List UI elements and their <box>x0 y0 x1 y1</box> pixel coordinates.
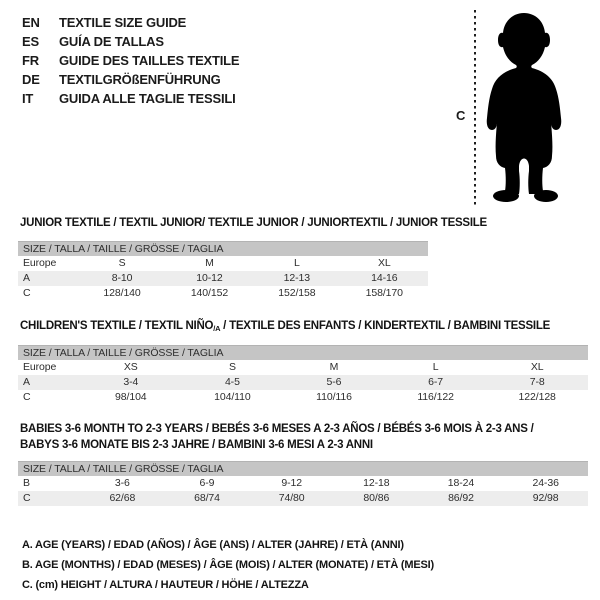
value-cell: 110/116 <box>316 391 352 403</box>
value-cell: 6-9 <box>199 477 215 489</box>
language-row <box>22 89 239 108</box>
value-cell: 152/158 <box>278 287 316 299</box>
language-code: EN <box>22 15 40 30</box>
children-table <box>18 360 588 405</box>
language-code: ES <box>22 34 39 49</box>
value-cell: 9-12 <box>281 477 302 489</box>
junior-table <box>18 256 428 301</box>
table-row <box>18 271 428 286</box>
value-cell: 3-4 <box>80 375 182 390</box>
value-cell: 12-13 <box>253 271 340 286</box>
value-cell: 10-12 <box>166 271 253 286</box>
row-label-cell: B <box>23 477 30 489</box>
value-cell: 6-7 <box>385 375 487 390</box>
value-cell: 18-24 <box>447 477 475 489</box>
table-row <box>18 476 588 491</box>
value-cell: 92/98 <box>503 491 588 506</box>
size-header-bar: SIZE / TALLA / TAILLE / GRÖSSE / TAGLIA <box>18 241 428 256</box>
value-cell: XL <box>530 361 544 373</box>
value-cell: 128/140 <box>103 287 141 299</box>
language-code: IT <box>22 91 34 106</box>
junior-size-table <box>18 241 428 301</box>
language-title: GUIDE DES TAILLES TEXTILE <box>59 53 240 68</box>
babies-size-table <box>18 461 588 506</box>
babies-table <box>18 476 588 506</box>
language-row <box>22 32 239 51</box>
value-cell: S <box>118 257 126 269</box>
children-size-table <box>18 345 588 405</box>
section-title-babies <box>20 421 534 453</box>
row-label-cell: C <box>23 287 31 299</box>
height-measure-label: C <box>456 108 466 123</box>
section-title-text: CHILDREN'S TEXTILE / TEXTIL NIÑO <box>20 320 214 332</box>
value-cell: 122/128 <box>518 391 556 403</box>
value-cell: M <box>329 361 339 373</box>
value-cell: 12-18 <box>363 477 390 489</box>
footnote-a: A. AGE (YEARS) / EDAD (AÑOS) / ÂGE (ANS) / ALTER (JAHRE) / ETÀ (ANNI) <box>22 539 404 551</box>
value-cell: 98/104 <box>115 391 147 403</box>
row-label-cell: Europe <box>23 257 57 269</box>
table-row <box>18 375 588 390</box>
language-row <box>22 13 239 32</box>
size-header-bar: SIZE / TALLA / TAILLE / GRÖSSE / TAGLIA <box>18 461 588 476</box>
table-row <box>18 286 428 301</box>
section-title-line1: BABIES 3-6 MONTH TO 2-3 YEARS / BEBÉS 3-6 MESES A 2-3 AÑOS / BÉBÉS 3-6 MOIS À 2-3 ANS / <box>20 423 534 435</box>
value-cell: 116/122 <box>417 391 454 403</box>
row-label-cell: A <box>18 271 78 286</box>
value-cell: S <box>228 361 236 373</box>
section-title-junior: JUNIOR TEXTILE / TEXTIL JUNIOR/ TEXTILE JUNIOR / JUNIORTEXTIL / JUNIOR TESSILE <box>20 217 487 229</box>
table-row <box>18 256 428 271</box>
value-cell: 86/92 <box>419 491 504 506</box>
value-cell: 68/74 <box>165 491 250 506</box>
footnotes <box>22 535 434 595</box>
value-cell: 74/80 <box>249 491 334 506</box>
value-cell: 7-8 <box>486 375 588 390</box>
value-cell: 62/68 <box>80 491 165 506</box>
row-label-cell: Europe <box>23 361 57 373</box>
language-title: GUIDA ALLE TAGLIE TESSILI <box>59 91 236 106</box>
value-cell: 140/152 <box>190 287 229 299</box>
value-cell: 3-6 <box>114 477 130 489</box>
value-cell: 24-36 <box>532 477 559 489</box>
row-label-cell: C <box>18 491 80 506</box>
row-label-cell: A <box>18 375 80 390</box>
height-measure-dotted-line <box>474 10 476 207</box>
value-cell: M <box>205 257 214 269</box>
language-title: TEXTILGRÖßENFÜHRUNG <box>59 72 221 87</box>
value-cell: 80/86 <box>334 491 419 506</box>
language-code: DE <box>22 72 40 87</box>
table-row <box>18 491 588 506</box>
section-title-children <box>20 320 550 333</box>
value-cell: L <box>432 361 439 373</box>
value-cell: 14-16 <box>341 271 428 286</box>
footnote-c: C. (cm) HEIGHT / ALTURA / HAUTEUR / HÖHE / ALTEZZA <box>22 579 309 591</box>
section-title-text: / TEXTILE DES ENFANTS / KINDERTEXTIL / BAMBINI TESSILE <box>220 320 551 332</box>
value-cell: XS <box>123 361 138 373</box>
value-cell: 104/110 <box>214 391 251 403</box>
value-cell: XL <box>377 257 391 269</box>
baby-silhouette-icon <box>482 10 566 206</box>
row-label-cell: C <box>23 391 31 403</box>
language-title: TEXTILE SIZE GUIDE <box>59 15 187 30</box>
language-header <box>22 13 239 108</box>
value-cell: 5-6 <box>283 375 385 390</box>
language-code: FR <box>22 53 39 68</box>
value-cell: L <box>293 257 300 269</box>
value-cell: 158/170 <box>365 287 403 299</box>
section-title-subscript: /A <box>213 324 221 333</box>
language-row <box>22 51 239 70</box>
value-cell: 8-10 <box>78 271 165 286</box>
size-header-bar: SIZE / TALLA / TAILLE / GRÖSSE / TAGLIA <box>18 345 588 360</box>
table-row <box>18 390 588 405</box>
section-title-line2: BABYS 3-6 MONATE BIS 2-3 JAHRE / BAMBINI 3-6 MESI A 2-3 ANNI <box>20 439 373 451</box>
footnote-b: B. AGE (MONTHS) / EDAD (MESES) / ÂGE (MOIS) / ALTER (MONATE) / ETÀ (MESI) <box>22 559 434 571</box>
language-title: GUÍA DE TALLAS <box>59 34 164 49</box>
table-row <box>18 360 588 375</box>
language-row <box>22 70 239 89</box>
value-cell: 4-5 <box>182 375 284 390</box>
